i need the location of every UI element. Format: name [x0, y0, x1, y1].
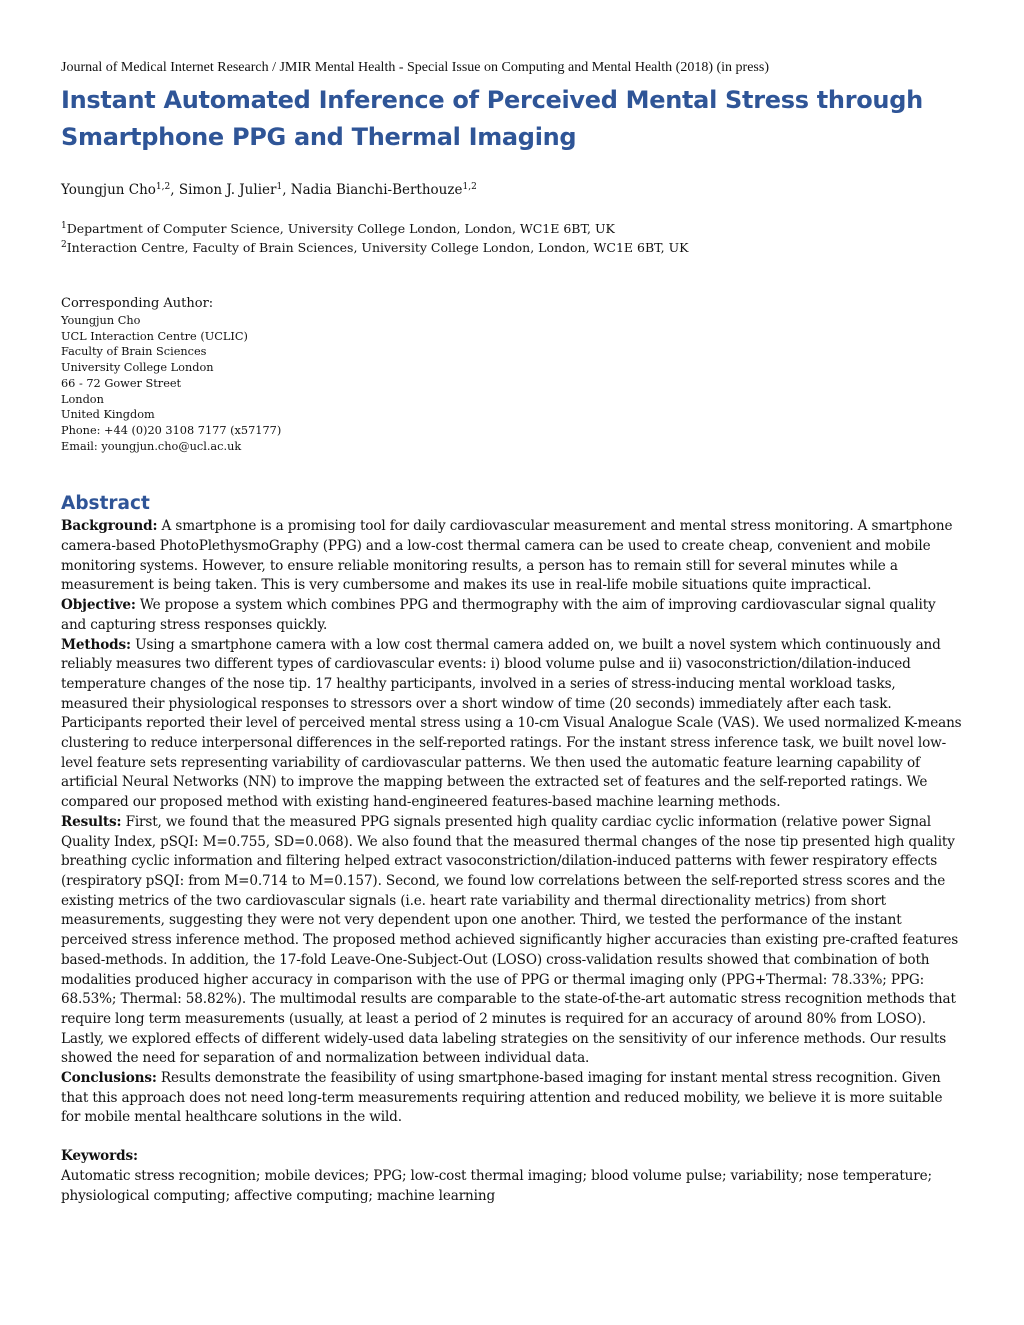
- affiliations: [61, 219, 964, 257]
- corresponding-author-name: Youngjun Cho: [61, 314, 141, 327]
- corresponding-address-line: United Kingdom: [61, 408, 155, 422]
- journal-line: Journal of Medical Internet Research / JMIR Mental Health - Special Issue on Computing and Mental Health (2018) (in press): [61, 60, 769, 75]
- abstract-results: Results: First, we found that the measured PPG signals presented high quality cardiac cyclic information (relative power Signal Quality Index, pSQI: M=0.755, SD=0.068). We also found that the measured thermal changes of the nose tip presented high quality breathing cyclic information and filtering helped extract vasoconstriction/dilation-induced patterns with fewer respiratory effects (respiratory pSQI: from M=0.714 to M=0.157). Second, we found low correlations between the self-reported stress scores and the existing metrics of the two cardiovascular signals (i.e. heart rate variability and thermal directionality metrics) from short measurements, suggesting they were not very dependent upon one another. Third, we tested the performance of the instant perceived stress inference method. The proposed method achieved significantly higher accuracies than existing pre-crafted features based-methods. In addition, the 17-fold Leave-One-Subject-Out (LOSO) cross-validation results showed that combination of both modalities produced higher accuracy in comparison with the use of PPG or thermal imaging only (PPG+Thermal: 78.33%; PPG: 68.53%; Thermal: 58.82%). The multimodal results are comparable to the state-of-the-art automatic stress recognition methods that require long term measurements (usually, at least a period of 2 minutes is required for an accuracy of around 80% from LOSO). Lastly, we explored effects of different widely-used data labeling strategies on the sensitivity of our inference methods. Our results showed the need for separation of and normalization between individual data.: [61, 813, 959, 1067]
- corresponding-email: Email: youngjun.cho@ucl.ac.uk: [61, 439, 242, 453]
- paper-title: [61, 82, 964, 156]
- abstract-heading: Abstract: [61, 493, 150, 515]
- abstract-body: [61, 517, 964, 1128]
- keywords-list: Automatic stress recognition; mobile devices; PPG; low-cost thermal imaging; blood volume pulse; variability; nose temperature; physiological computing; affective computing; machine learning: [61, 1167, 932, 1204]
- keywords-heading: Keywords:: [61, 1148, 138, 1165]
- corresponding-address-line: Faculty of Brain Sciences: [61, 345, 207, 359]
- abstract-objective: Objective: We propose a system which combines PPG and thermography with the aim of improving cardiovascular signal quality and capturing stress responses quickly.: [61, 597, 936, 633]
- corresponding-phone: Phone: +44 (0)20 3108 7177 (x57177): [61, 423, 282, 437]
- corresponding-author: [61, 295, 964, 454]
- title-line-1: Instant Automated Inference of Perceived Mental Stress through: [61, 86, 923, 114]
- abstract-methods: Methods: Using a smartphone camera with a low cost thermal camera added on, we built a novel system which continuously and reliably measures two different types of cardiovascular events: i) blood volume pulse and ii) vasoconstriction/dilation-induced temperature changes of the nose tip. 17 healthy participants, involved in a series of stress-inducing mental workload tasks, measured their physiological responses to stressors over a short window of time (20 seconds) immediately after each task. Participants reported their level of perceived mental stress using a 10-cm Visual Analogue Scale (VAS). We used normalized K-means clustering to reduce interpersonal differences in the self-reported ratings. For the instant stress inference task, we built novel low-level feature sets representing variability of cardiovascular patterns. We then used the automatic feature learning capability of artificial Neural Networks (NN) to improve the mapping between the extracted set of features and the self-reported ratings. We compared our proposed method with existing hand-engineered features-based machine learning methods.: [61, 636, 962, 811]
- corresponding-address-line: UCL Interaction Centre (UCLIC): [61, 329, 248, 343]
- author: Youngjun Cho$^{1,2}$,: [61, 182, 179, 198]
- keywords-section: [61, 1147, 964, 1206]
- paper-page: [61, 56, 964, 1206]
- title-line-2: Smartphone PPG and Thermal Imaging: [61, 123, 577, 151]
- affiliation: $^1$Department of Computer Science, University College London, London, WC1E 6BT, UK: [61, 221, 615, 236]
- corresponding-address-line: University College London: [61, 361, 214, 375]
- affiliation: $^2$Interaction Centre, Faculty of Brain Sciences, University College London, London, WC1E 6BT, UK: [61, 240, 689, 255]
- corresponding-author-heading: Corresponding Author:: [61, 296, 214, 311]
- corresponding-address-line: London: [61, 392, 104, 406]
- corresponding-address-line: 66 - 72 Gower Street: [61, 376, 182, 390]
- author-list: [61, 180, 964, 200]
- abstract-background: Background: A smartphone is a promising tool for daily cardiovascular measurement and mental stress monitoring. A smartphone camera-based PhotoPlethysmoGraphy (PPG) and a low-cost thermal camera can be used to create cheap, convenient and mobile monitoring systems. However, to ensure reliable monitoring results, a person has to remain still for several minutes while a measurement is being taken. This is very cumbersome and makes its use in real-life mobile situations quite impractical.: [61, 518, 953, 594]
- author: Simon J. Julier$^1$,: [178, 182, 291, 198]
- author: Nadia Bianchi-Berthouze$^{1,2}$: [290, 182, 477, 198]
- abstract-conclusions: Conclusions: Results demonstrate the feasibility of using smartphone-based imaging for instant mental stress recognition. Given that this approach does not need long-term measurements requiring attention and reduced mobility, we believe it is more suitable for mobile mental healthcare solutions in the wild.: [61, 1070, 943, 1126]
